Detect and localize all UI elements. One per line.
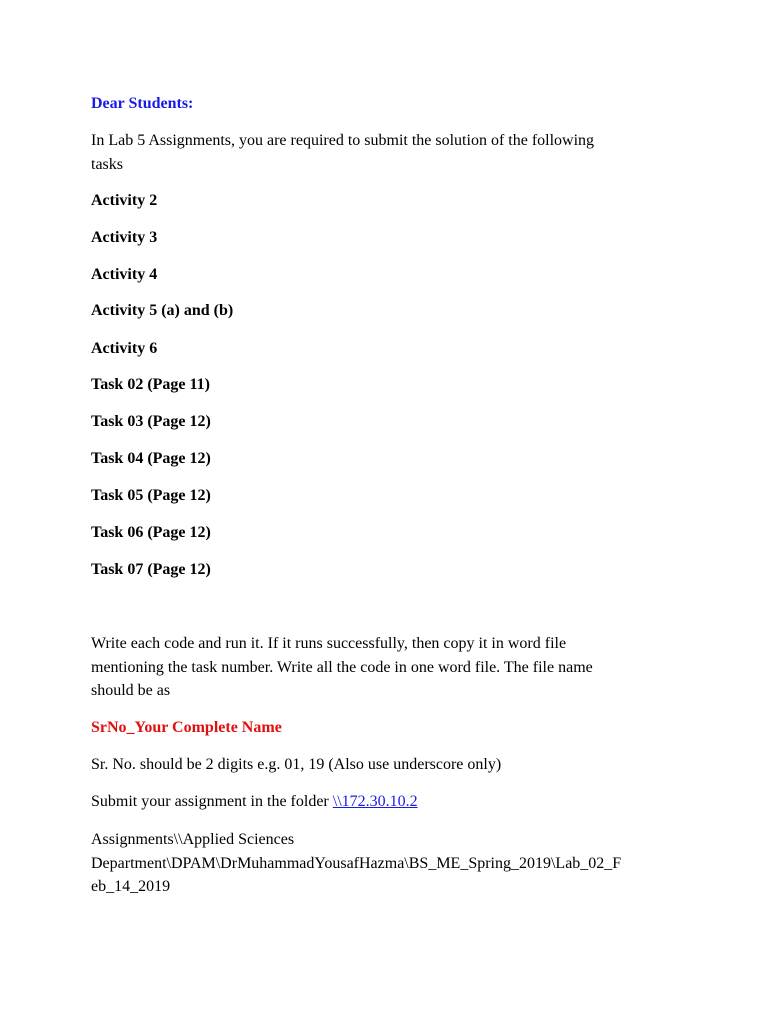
task-item: Task 06 (Page 12)	[91, 524, 211, 541]
task-item: Activity 2	[91, 192, 158, 209]
path-line-1: Assignments\\Applied Sciences	[91, 831, 295, 848]
instructions-line-2: mentioning the task number. Write all the code in one word file. The file name	[91, 659, 593, 676]
task-item: Activity 5 (a) and (b)	[91, 302, 234, 319]
task-item: Task 07 (Page 12)	[91, 561, 211, 578]
path-line-2: Department\DPAM\DrMuhammadYousafHazma\BS_ME_Spring_2019\Lab_02_F	[91, 855, 622, 872]
task-item: Task 05 (Page 12)	[91, 487, 211, 504]
filename-format: SrNo_Your Complete Name	[91, 719, 282, 736]
folder-link[interactable]: \\172.30.10.2	[332, 793, 418, 810]
task-item: Task 04 (Page 12)	[91, 450, 211, 467]
submit-line	[91, 791, 691, 813]
instructions-line-1: Write each code and run it. If it runs successfully, then copy it in word file	[91, 635, 567, 652]
intro-line-1: In Lab 5 Assignments, you are required to submit the solution of the following	[91, 132, 595, 149]
path-line-3: eb_14_2019	[91, 878, 171, 895]
intro-line-2: tasks	[91, 156, 123, 173]
instructions-line-3: should be as	[91, 682, 171, 699]
task-item: Activity 6	[91, 340, 158, 357]
task-item: Activity 4	[91, 266, 158, 283]
task-item: Task 02 (Page 11)	[91, 376, 210, 393]
submit-text: Submit your assignment in the folder	[91, 793, 333, 810]
srno-note: Sr. No. should be 2 digits e.g. 01, 19 (Also use underscore only)	[91, 756, 502, 773]
greeting: Dear Students:	[91, 95, 194, 112]
task-item: Activity 3	[91, 229, 158, 246]
task-item: Task 03 (Page 12)	[91, 413, 211, 430]
